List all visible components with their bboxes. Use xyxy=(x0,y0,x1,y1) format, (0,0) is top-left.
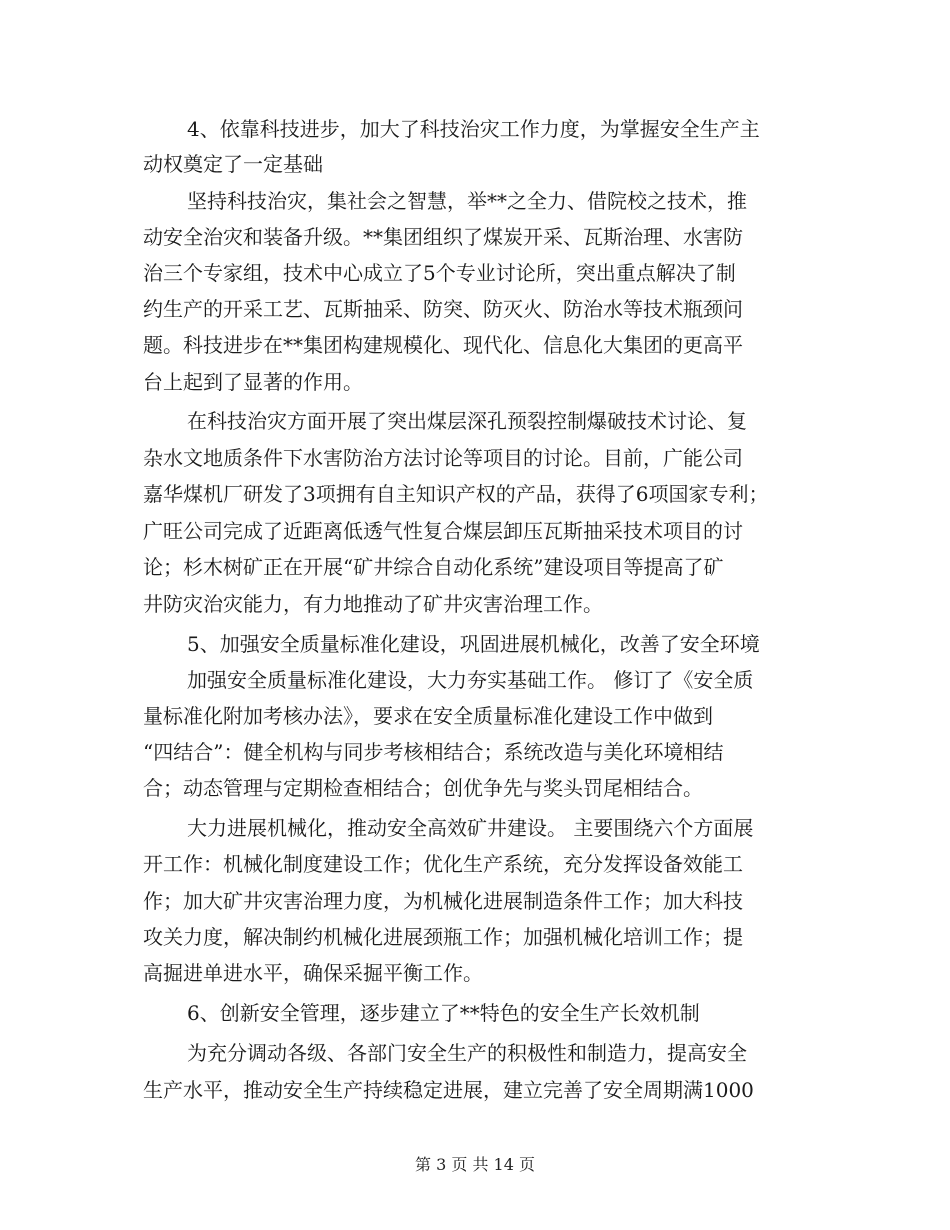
text-line: 杂水文地质条件下水害防治方法讨论等项目的讨论。目前，广能公司 xyxy=(143,446,743,470)
text-line: 合；动态管理与定期检查相结合；创优争先与奖头罚尾相结合。 xyxy=(143,776,703,800)
text-line: 论；杉木树矿正在开展“矿井综合自动化系统”建设项目等提高了矿 xyxy=(143,555,724,579)
text-line: 在科技治灾方面开展了突出煤层深孔预裂控制爆破技术讨论、复 xyxy=(187,409,747,433)
text-line: 5、加强安全质量标准化建设，巩固进展机械化，改善了安全环境 xyxy=(187,632,760,656)
text-line: 生产水平，推动安全生产持续稳定进展，建立完善了安全周期满1000 xyxy=(143,1078,754,1102)
text-line: 6、创新安全管理，逐步建立了**特色的安全生产长效机制 xyxy=(187,1001,700,1025)
text-line: 约生产的开采工艺、瓦斯抽采、防突、防灭火、防治水等技术瓶颈问 xyxy=(143,297,743,321)
text-line: 大力进展机械化，推动安全高效矿井建设。 主要围绕六个方面展 xyxy=(187,816,754,840)
text-line: 动安全治灾和装备升级。**集团组织了煤炭开采、瓦斯治理、水害防 xyxy=(143,225,743,249)
page-number: 第 3 页 共 14 页 xyxy=(415,1155,535,1174)
text-line: 台上起到了显著的作用。 xyxy=(143,370,363,394)
text-line: 开工作：机械化制度建设工作；优化生产系统，充分发挥设备效能工 xyxy=(143,852,743,876)
text-line: 治三个专家组，技术中心成立了5个专业讨论所，突出重点解决了制 xyxy=(143,261,736,285)
text-line: 题。科技进步在**集团构建规模化、现代化、信息化大集团的更高平 xyxy=(143,333,743,357)
text-line: 加强安全质量标准化建设，大力夯实基础工作。 修订了《安全质 xyxy=(187,668,754,692)
text-line: 4、依靠科技进步，加大了科技治灾工作力度，为掌握安全生产主 xyxy=(187,117,760,141)
text-line: 量标准化附加考核办法》，要求在安全质量标准化建设工作中做到 xyxy=(143,704,713,728)
text-line: 高掘进单进水平，确保采掘平衡工作。 xyxy=(143,961,483,985)
text-line: 作；加大矿井灾害治理力度，为机械化进展制造条件工作；加大科技 xyxy=(143,889,743,913)
text-line: 动权奠定了一定基础 xyxy=(143,152,323,176)
text-line: 攻关力度，解决制约机械化进展颈瓶工作；加强机械化培训工作；提 xyxy=(143,925,743,949)
text-line: 广旺公司完成了近距离低透气性复合煤层卸压瓦斯抽采技术项目的讨 xyxy=(143,519,743,543)
text-line: 嘉华煤机厂研发了3项拥有自主知识产权的产品，获得了6项国家专利； xyxy=(143,482,769,506)
text-line: “四结合”：健全机构与同步考核相结合；系统改造与美化环境相结 xyxy=(143,740,724,764)
text-line: 为充分调动各级、各部门安全生产的积极性和制造力，提高安全 xyxy=(187,1041,747,1065)
text-line: 井防灾治灾能力，有力地推动了矿井灾害治理工作。 xyxy=(143,592,603,616)
text-line: 坚持科技治灾，集社会之智慧，举**之全力、借院校之技术，推 xyxy=(187,189,747,213)
